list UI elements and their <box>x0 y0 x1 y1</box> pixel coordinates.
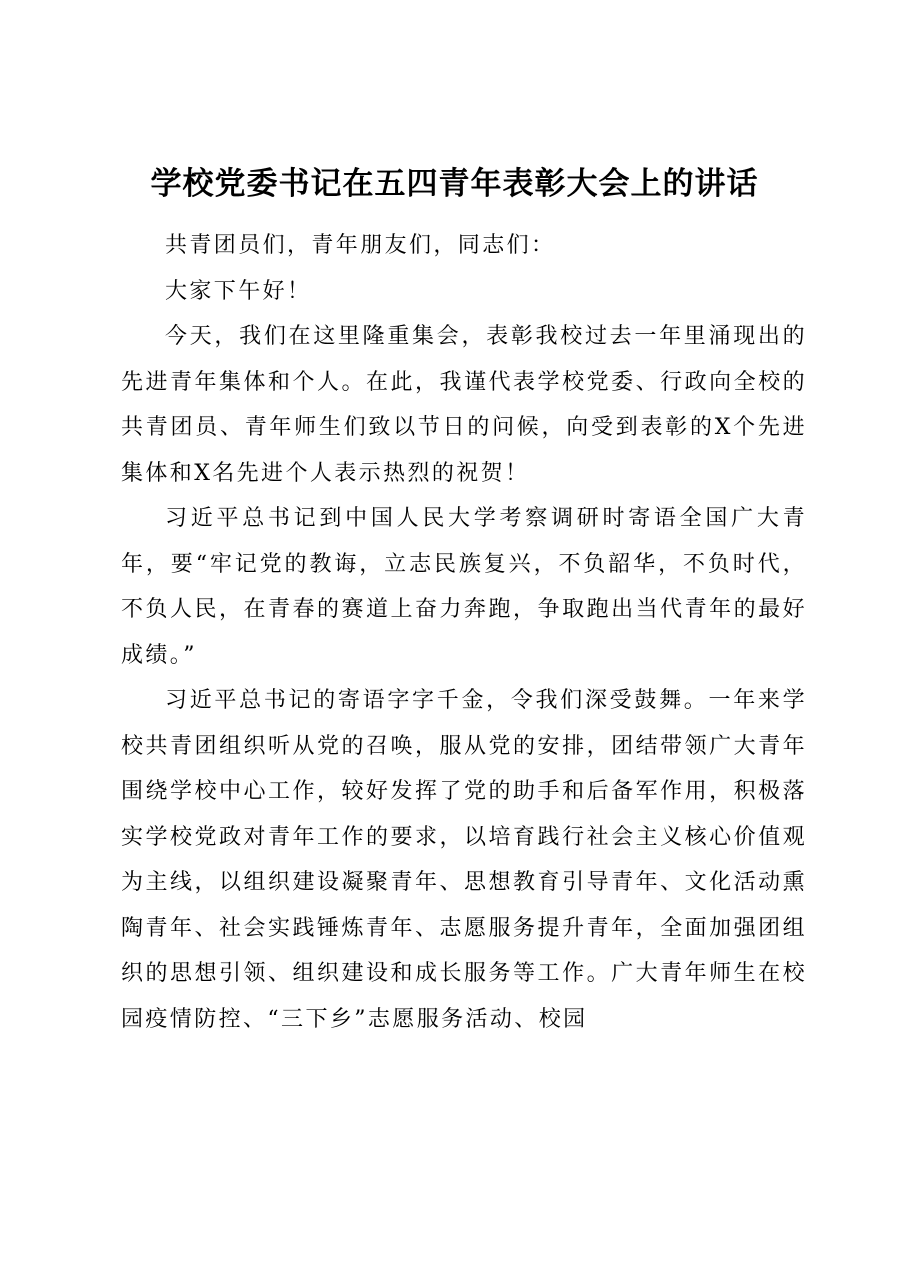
document-title: 学校党委书记在五四青年表彰大会上的讲话 <box>150 166 759 202</box>
paragraph-quote: 习近平总书记到中国人民大学考察调研时寄语全国广大青年，要“牢记党的教诲，立志民族复兴，不负韶华，不负时代，不负人民，在青春的赛道上奋力奔跑，争取跑出当代青年的最好成绩。” <box>121 506 807 668</box>
document-body <box>121 223 807 1042</box>
paragraph-review: 习近平总书记的寄语字字千金，令我们深受鼓舞。一年来学校共青团组织听从党的召唤，服从党的安排，团结带领广大青年围绕学校中心工作，较好发挥了党的助手和后备军作用，积极落实学校党政对青年工作的要求，以培育践行社会主义核心价值观为主线，以组织建设凝聚青年、思想教育引导青年、文化活动熏陶青年、社会实践锤炼青年、志愿服务提升青年，全面加强团组织的思想引领、组织建设和成长服务等工作。广大青年师生在校园疫情防控、“三下乡”志愿服务活动、校园 <box>121 688 807 1032</box>
paragraph-salutation: 大家下午好！ <box>165 278 312 304</box>
paragraph-greeting: 共青团员们，青年朋友们，同志们： <box>165 233 556 258</box>
paragraph-opening: 今天，我们在这里隆重集会，表彰我校过去一年里涌现出的先进青年集体和个人。在此，我谨代表学校党委、行政向全校的共青团员、青年师生们致以节日的问候，向受到表彰的X个先进集体和X名先进个人表示热烈的祝贺！ <box>121 324 807 486</box>
